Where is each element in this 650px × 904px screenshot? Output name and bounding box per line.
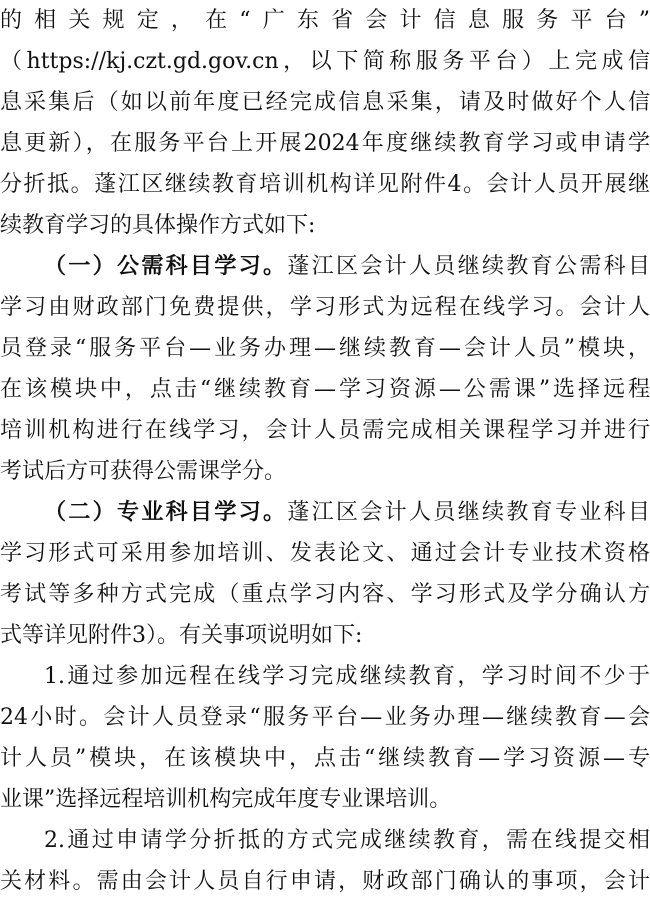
text-line: 关材料。需由会计人员自行申请，财政部门确认的事项，会计 — [0, 869, 650, 894]
text-line: 学习形式可采用参加培训、发表论文、通过会计专业技术资格 — [0, 541, 650, 566]
text-line: 24小时。会计人员登录“服务平台—业务办理—继续教育—会 — [0, 705, 650, 730]
item-2-first-line: 2.通过申请学分折抵的方式完成继续教育，需在线提交相 — [44, 828, 650, 853]
text-line: 的相关规定，在“广东省会计信息服务平台” — [0, 8, 650, 33]
section-1-heading: （一）公需科目学习。 — [44, 253, 288, 279]
section-2-first-line — [0, 492, 650, 533]
section-1-first-line — [0, 246, 650, 287]
text-line: 考试等多种方式完成（重点学习内容、学习形式及学分确认方 — [0, 582, 650, 607]
text-line: 息采集后（如以前年度已经完成信息采集，请及时做好个人信 — [0, 90, 650, 115]
text-line: 计人员”模块，在该模块中，点击“继续教育—学习资源—专 — [0, 746, 650, 771]
text-line: 息更新），在服务平台上开展2024年度继续教育学习或申请学 — [0, 131, 650, 156]
section-2-text: 蓬江区会计人员继续教育专业科目 — [287, 500, 650, 525]
text-line: 式等详见附件3）。有关事项说明如下: — [0, 623, 363, 648]
text-line: 分折抵。蓬江区继续教育培训机构详见附件4。会计人员开展继 — [0, 172, 650, 197]
item-1-first-line: 1.通过参加远程在线学习完成继续教育，学习时间不少于 — [44, 664, 650, 689]
text-line: 续教育学习的具体操作方式如下: — [0, 213, 316, 238]
text-line: 员登录“服务平台—业务办理—继续教育—会计人员”模块， — [0, 336, 650, 361]
text-line: 培训机构进行在线学习，会计人员需完成相关课程学习并进行 — [0, 418, 650, 443]
section-1-text: 蓬江区会计人员继续教育公需科目 — [287, 254, 650, 279]
section-2-heading: （二）专业科目学习。 — [44, 499, 288, 525]
text-line: 学习由财政部门免费提供，学习形式为远程在线学习。会计人 — [0, 295, 650, 320]
text-line: 业课”选择远程培训机构完成年度专业课培训。 — [0, 787, 452, 812]
text-line: 考试后方可获得公需课学分。 — [0, 459, 287, 484]
text-line: （https://kj.czt.gd.gov.cn，以下简称服务平台）上完成信 — [0, 49, 650, 74]
text-line: 在该模块中，点击“继续教育—学习资源—公需课”选择远程 — [0, 377, 650, 402]
